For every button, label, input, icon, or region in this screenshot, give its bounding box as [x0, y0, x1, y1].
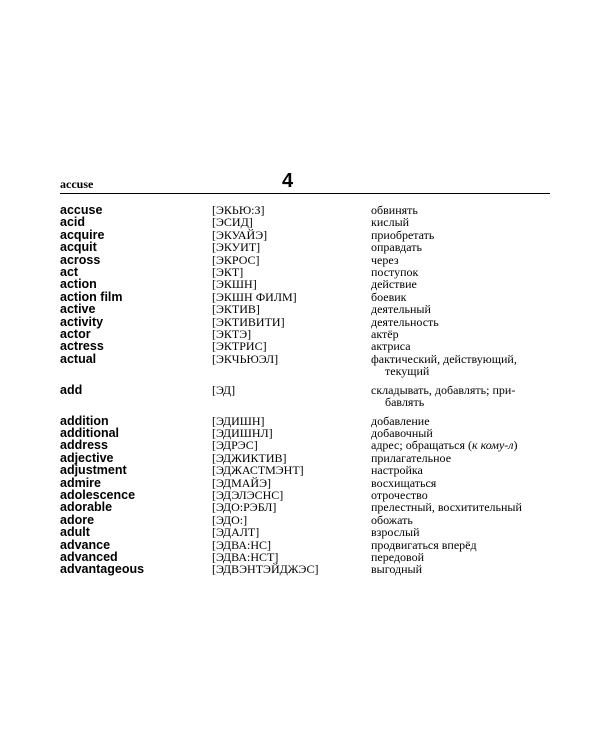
entry-word: add: [60, 382, 83, 397]
entry-word: acquit: [60, 240, 97, 255]
entry-translation: актриса: [371, 339, 411, 354]
entry-translation: прелестный, восхитительный: [371, 500, 522, 515]
entry-row: [60, 464, 550, 476]
entry-word: actor: [60, 327, 91, 342]
entry-translation: актёр: [371, 327, 399, 342]
entry-row: [60, 526, 550, 538]
entry-translation: приобретать: [371, 227, 435, 242]
entry-row: [60, 291, 550, 303]
entry-pronunciation: [ЭДО:]: [212, 512, 248, 527]
translation-text-end: ): [513, 438, 518, 453]
entry-row: [60, 241, 550, 253]
entry-word: active: [60, 302, 96, 317]
entry-row: [60, 278, 550, 290]
entry-pronunciation: [ЭКУИТ]: [212, 240, 261, 255]
entry-row: [60, 439, 550, 451]
entry-row: [60, 452, 550, 464]
entry-word: additional: [60, 425, 120, 440]
entry-word: adult: [60, 525, 90, 540]
entry-pronunciation: [ЭКТИВИТИ]: [212, 314, 285, 329]
entry-translation: [371, 384, 550, 409]
entry-pronunciation: [ЭДО:РЭБЛ]: [212, 500, 277, 515]
entry-row: [60, 353, 550, 378]
entry-pronunciation: [ЭКТРИС]: [212, 339, 267, 354]
entry-pronunciation: [ЭДЖАСТМЭНТ]: [212, 463, 304, 478]
entry-pronunciation: [ЭДРЭС]: [212, 438, 258, 453]
entry-row: [60, 328, 550, 340]
entry-translation: боевик: [371, 289, 407, 304]
page-number: 4: [282, 170, 294, 192]
entry-word: action: [60, 277, 97, 292]
entry-translation: продвигаться вперёд: [371, 537, 477, 552]
entry-pronunciation: [ЭДИШНЛ]: [212, 425, 273, 440]
entry-pronunciation: [ЭДВЭНТЭЙДЖЭС]: [212, 562, 319, 577]
entry-row: [60, 216, 550, 228]
entry-translation: [371, 353, 550, 378]
entry-translation: оправдать: [371, 240, 422, 255]
entry-pronunciation: [ЭДМАЙЭ]: [212, 475, 272, 490]
entry-pronunciation: [ЭКЧЬЮЭЛ]: [212, 351, 279, 366]
entry-pronunciation: [ЭДЖИКТИВ]: [212, 450, 287, 465]
guide-word: accuse: [60, 177, 94, 191]
entry-row: [60, 254, 550, 266]
entry-row: [60, 229, 550, 241]
entry-pronunciation: [ЭДЭЛЭСНС]: [212, 487, 284, 502]
entry-translation: деятельный: [371, 302, 431, 317]
entry-pronunciation: [ЭСИД]: [212, 215, 253, 230]
entry-word: acquire: [60, 227, 105, 242]
entry-row: [60, 384, 550, 409]
entry-row: [60, 415, 550, 427]
entry-word: admire: [60, 475, 101, 490]
entry-pronunciation: [ЭД]: [212, 382, 236, 397]
entry-translation: настройка: [371, 463, 423, 478]
entry-row: [60, 501, 550, 513]
entry-row: [60, 204, 550, 216]
entry-word: adorable: [60, 500, 113, 515]
entry-translation: передовой: [371, 549, 425, 564]
dictionary-entries: [60, 204, 550, 576]
entry-pronunciation: [ЭКРОС]: [212, 252, 260, 267]
entry-translation: восхищаться: [371, 475, 437, 490]
entry-row: [60, 266, 550, 278]
entry-word: adolescence: [60, 487, 136, 502]
entry-row: [60, 539, 550, 551]
entry-word: acid: [60, 215, 86, 230]
entry-word: adjective: [60, 450, 114, 465]
entry-word: act: [60, 265, 79, 280]
entry-translation: добавочный: [371, 425, 433, 440]
entry-translation: выгодный: [371, 562, 423, 577]
entry-pronunciation: [ЭДИШН]: [212, 413, 265, 428]
translation-line-2: текущий: [385, 364, 430, 379]
entry-word: adore: [60, 512, 95, 527]
entry-pronunciation: [ЭДАЛТ]: [212, 525, 260, 540]
entry-translation: взрослый: [371, 525, 420, 540]
entry-row: [60, 563, 550, 575]
entry-word: advance: [60, 537, 111, 552]
entry-word: action film: [60, 289, 123, 304]
entry-pronunciation: [ЭКТИВ]: [212, 302, 260, 317]
translation-line-1: складывать, добавлять; при-: [371, 382, 516, 397]
entry-row: [60, 316, 550, 328]
entry-word: accuse: [60, 203, 103, 217]
entry-word: activity: [60, 314, 104, 329]
entry-word: address: [60, 438, 108, 453]
translation-line-1: фактический, действующий,: [371, 351, 517, 366]
translation-italic: к кому-л: [471, 438, 514, 453]
entry-pronunciation: [ЭКТЭ]: [212, 327, 252, 342]
entry-translation: поступок: [371, 265, 419, 280]
header-rule: [60, 193, 550, 194]
page-header: [60, 168, 550, 194]
entry-word: actual: [60, 351, 97, 366]
entry-word: advanced: [60, 549, 118, 564]
entry-pronunciation: [ЭДВА:НСТ]: [212, 549, 279, 564]
entry-translation: [371, 439, 550, 451]
entry-word: addition: [60, 413, 109, 428]
entry-word: advantageous: [60, 562, 145, 577]
entry-pronunciation: [ЭКШН]: [212, 277, 257, 292]
entry-pronunciation: [ЭДВА:НС]: [212, 537, 272, 552]
entry-word: adjustment: [60, 463, 127, 478]
entry-translation: кислый: [371, 215, 410, 230]
entry-word: actress: [60, 339, 104, 354]
entry-pronunciation: [ЭКШН ФИЛМ]: [212, 289, 297, 304]
entry-translation: обожать: [371, 512, 413, 527]
entry-pronunciation: [ЭКЬЮ:З]: [212, 203, 265, 217]
entry-translation: прилагательное: [371, 450, 452, 465]
entry-translation: отрочество: [371, 487, 428, 502]
entry-word: across: [60, 252, 101, 267]
entry-translation: деятельность: [371, 314, 439, 329]
entry-translation: добавление: [371, 413, 430, 428]
translation-text: адрес; обращаться (: [371, 438, 472, 453]
entry-pronunciation: [ЭКТ]: [212, 265, 244, 280]
translation-line-2: бавлять: [385, 395, 425, 410]
entry-translation: обвинять: [371, 203, 418, 217]
entry-row: [60, 303, 550, 315]
entry-row: [60, 514, 550, 526]
entry-translation: действие: [371, 277, 417, 292]
entry-pronunciation: [ЭКУАЙЭ]: [212, 227, 268, 242]
entry-translation: через: [371, 252, 399, 267]
